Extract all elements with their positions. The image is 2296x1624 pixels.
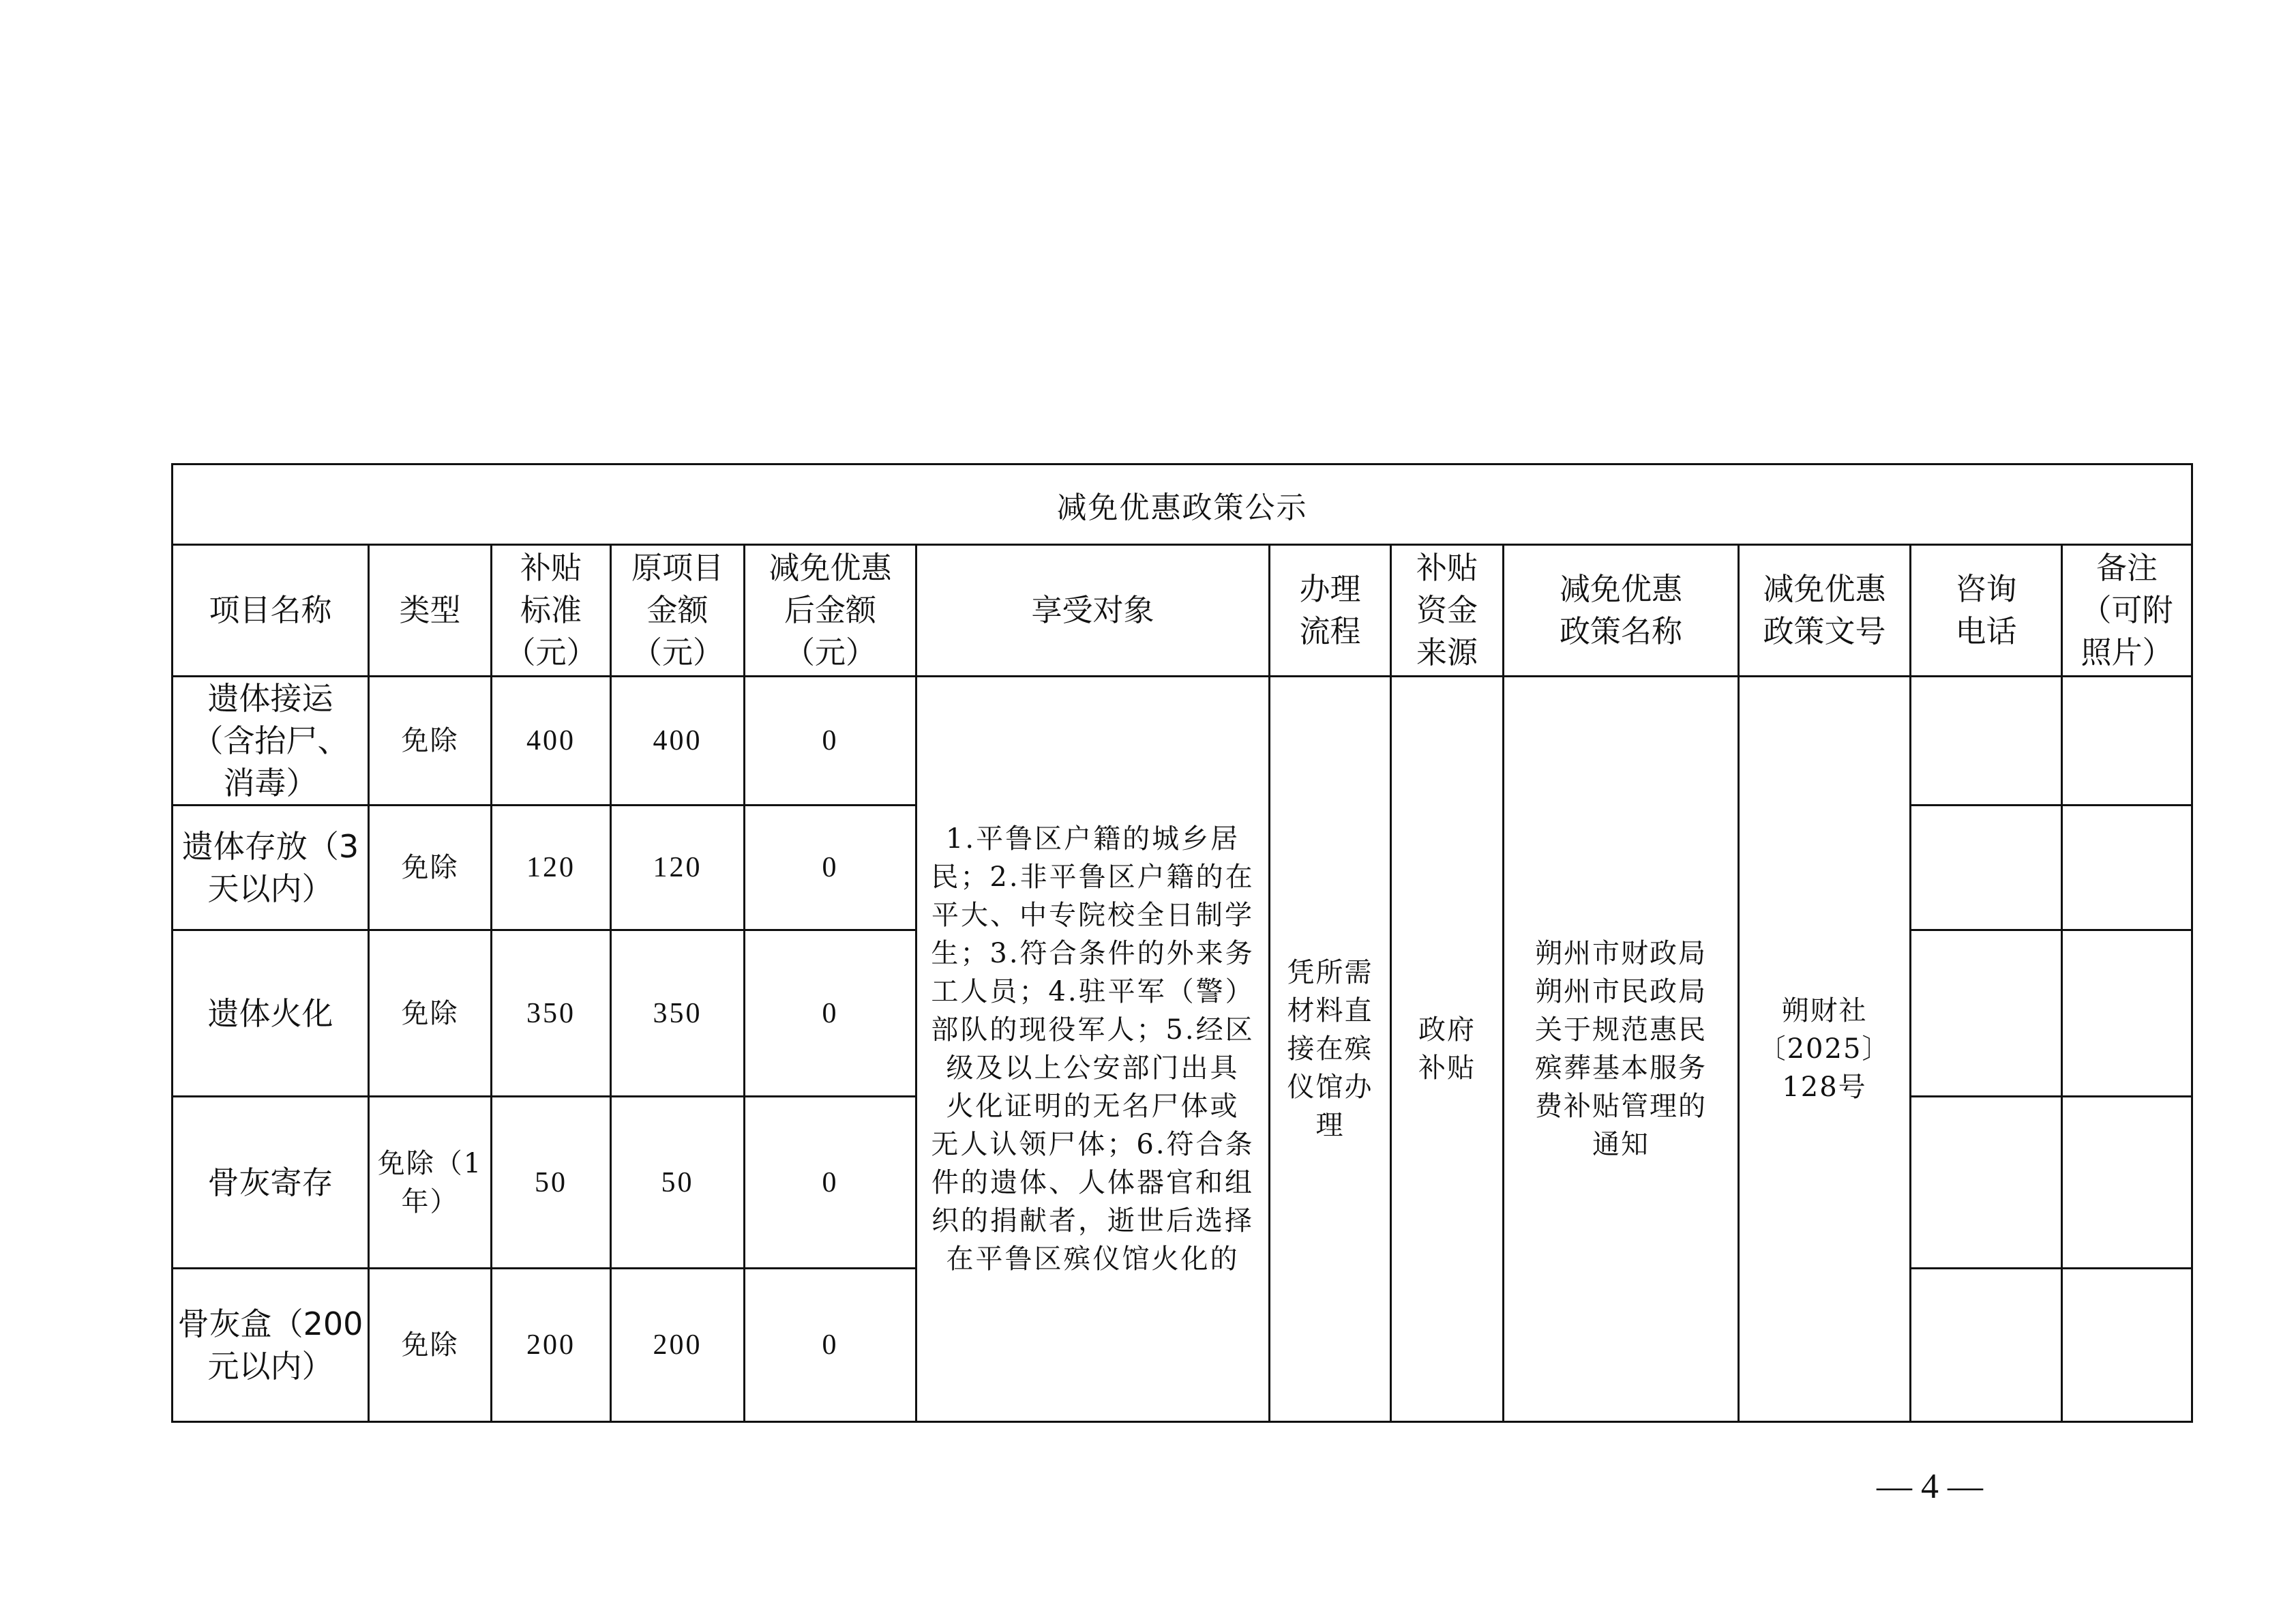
text-line: 朔州市民政局	[1535, 976, 1707, 1007]
text-line: 生；3.符合条件的外来务	[931, 938, 1255, 969]
text-line: 减免优惠	[1559, 571, 1682, 607]
text-line: 免除	[401, 725, 459, 756]
standard-cell: 200	[492, 1269, 611, 1422]
text-line: 免除	[401, 997, 459, 1029]
text-line: 遗体接运	[207, 680, 333, 717]
text-line: 政策文号	[1763, 613, 1886, 649]
text-line: 朔财社	[1781, 995, 1868, 1027]
header-remarks	[2062, 545, 2192, 677]
header-item-name	[173, 545, 369, 677]
text-line: 电话	[1955, 613, 2017, 649]
header-original-amount	[611, 545, 745, 677]
remarks-cell	[2062, 930, 2192, 1097]
text-line: 备注	[2096, 550, 2158, 586]
text-line: 减免优惠	[1763, 571, 1886, 607]
table-header-row	[173, 545, 2192, 677]
header-policy-name	[1504, 545, 1739, 677]
text-line: 1.平鲁区户籍的城乡居	[945, 823, 1240, 855]
text-line: 部队的现役军人；5.经区	[931, 1014, 1255, 1046]
header-subsidy-standard	[492, 545, 611, 677]
item-name-cell	[173, 1269, 369, 1422]
discounted-amount-cell: 0	[745, 806, 916, 930]
item-name-cell	[173, 677, 369, 806]
text-line: 接在殡	[1287, 1033, 1373, 1065]
header-phone	[1911, 545, 2062, 677]
discounted-amount-cell: 0	[745, 1269, 916, 1422]
text-line: 骨灰盒（200	[177, 1305, 363, 1342]
policy-doc-no-cell	[1739, 677, 1911, 1422]
fund-source-cell	[1391, 677, 1504, 1422]
text-line: （元）	[631, 634, 724, 670]
text-line: （含抬尸、	[192, 722, 349, 759]
remarks-cell	[2062, 806, 2192, 930]
text-line: （可附	[2081, 592, 2173, 628]
text-line: 金额	[646, 592, 709, 628]
text-line: 织的捐献者，逝世后选择	[931, 1205, 1254, 1237]
text-line: 来源	[1416, 634, 1478, 670]
text-line: 天以内）	[207, 870, 333, 907]
original-amount-cell: 200	[611, 1269, 745, 1422]
text-line: 补贴	[1416, 550, 1478, 586]
text-line: 火化证明的无名尸体或	[946, 1091, 1240, 1122]
text-line: 标准	[520, 592, 582, 628]
page-number: — 4 —	[1877, 1467, 1983, 1506]
header-procedure	[1270, 545, 1391, 677]
original-amount-cell: 400	[611, 677, 745, 806]
text-line: 享受对象	[1031, 592, 1154, 628]
text-line: 朔州市财政局	[1535, 938, 1707, 969]
text-line: 政府	[1418, 1014, 1476, 1046]
beneficiaries-cell	[916, 677, 1270, 1422]
text-line: 级及以上公安部门出具	[946, 1052, 1240, 1084]
type-cell	[369, 1269, 492, 1422]
header-type	[369, 545, 492, 677]
text-line: 流程	[1299, 613, 1361, 649]
discounted-amount-cell: 0	[745, 1097, 916, 1269]
header-fund-source	[1391, 545, 1504, 677]
standard-cell: 400	[492, 677, 611, 806]
text-line: 无人认领尸体；6.符合条	[931, 1129, 1255, 1160]
remarks-cell	[2062, 677, 2192, 806]
table-row	[173, 677, 2192, 806]
text-line: 免除	[401, 1329, 459, 1361]
text-line: 办理	[1299, 571, 1361, 607]
text-line: 政策名称	[1559, 613, 1682, 649]
text-line: 民；2.非平鲁区户籍的在	[931, 861, 1255, 893]
text-line: 消毒）	[223, 765, 318, 801]
phone-cell	[1911, 806, 2062, 930]
text-line: （元）	[505, 634, 597, 670]
type-cell	[369, 930, 492, 1097]
table-title-row	[173, 464, 2192, 545]
text-line: 通知	[1592, 1129, 1650, 1160]
text-line: 补贴	[1418, 1052, 1476, 1084]
item-name-cell	[173, 1097, 369, 1269]
text-line: 原项目	[631, 550, 724, 586]
remarks-cell	[2062, 1097, 2192, 1269]
type-cell	[369, 677, 492, 806]
text-line: 费补贴管理的	[1535, 1091, 1707, 1122]
discounted-amount-cell: 0	[745, 930, 916, 1097]
text-line: 工人员；4.驻平军（警）	[931, 976, 1255, 1007]
text-line: 128号	[1782, 1072, 1867, 1103]
text-line: 项目名称	[209, 592, 332, 628]
text-line: 咨询	[1955, 571, 2017, 607]
text-line: 仪馆办	[1287, 1072, 1373, 1103]
text-line: 理	[1315, 1110, 1345, 1141]
text-line: 免除（1	[377, 1147, 483, 1179]
text-line: 殡葬基本服务	[1535, 1052, 1707, 1084]
text-line: 遗体火化	[207, 994, 333, 1032]
text-line: 年）	[401, 1185, 459, 1217]
original-amount-cell: 50	[611, 1097, 745, 1269]
text-line: 件的遗体、人体器官和组	[931, 1167, 1254, 1198]
standard-cell: 50	[492, 1097, 611, 1269]
type-cell	[369, 1097, 492, 1269]
text-line: 遗体存放（3	[181, 828, 359, 865]
phone-cell	[1911, 677, 2062, 806]
policy-name-cell	[1504, 677, 1739, 1422]
phone-cell	[1911, 1269, 2062, 1422]
text-line: 〔2025〕	[1758, 1033, 1891, 1065]
text-line: 减免优惠	[769, 550, 892, 586]
header-beneficiaries	[916, 545, 1270, 677]
text-line: 材料直	[1287, 995, 1373, 1027]
phone-cell	[1911, 1097, 2062, 1269]
original-amount-cell: 350	[611, 930, 745, 1097]
text-line: 在平鲁区殡仪馆火化的	[946, 1243, 1240, 1275]
text-line: （元）	[784, 634, 876, 670]
table-title: 减免优惠政策公示	[173, 464, 2192, 545]
text-line: 后金额	[784, 592, 876, 628]
discounted-amount-cell: 0	[745, 677, 916, 806]
remarks-cell	[2062, 1269, 2192, 1422]
text-line: 照片）	[2081, 634, 2173, 670]
phone-cell	[1911, 930, 2062, 1097]
standard-cell: 120	[492, 806, 611, 930]
text-line: 凭所需	[1287, 957, 1373, 988]
text-line: 平大、中专院校全日制学	[931, 900, 1254, 931]
header-policy-doc-no	[1739, 545, 1911, 677]
text-line: 类型	[399, 592, 461, 628]
text-line: 补贴	[520, 550, 582, 586]
type-cell	[369, 806, 492, 930]
procedure-cell	[1270, 677, 1391, 1422]
header-discounted-amount	[745, 545, 916, 677]
item-name-cell	[173, 806, 369, 930]
policy-table	[171, 463, 2193, 1423]
original-amount-cell: 120	[611, 806, 745, 930]
text-line: 免除	[401, 852, 459, 883]
text-line: 关于规范惠民	[1535, 1014, 1707, 1046]
standard-cell: 350	[492, 930, 611, 1097]
text-line: 骨灰寄存	[207, 1164, 333, 1201]
item-name-cell	[173, 930, 369, 1097]
text-line: 元以内）	[207, 1348, 333, 1385]
text-line: 资金	[1416, 592, 1478, 628]
